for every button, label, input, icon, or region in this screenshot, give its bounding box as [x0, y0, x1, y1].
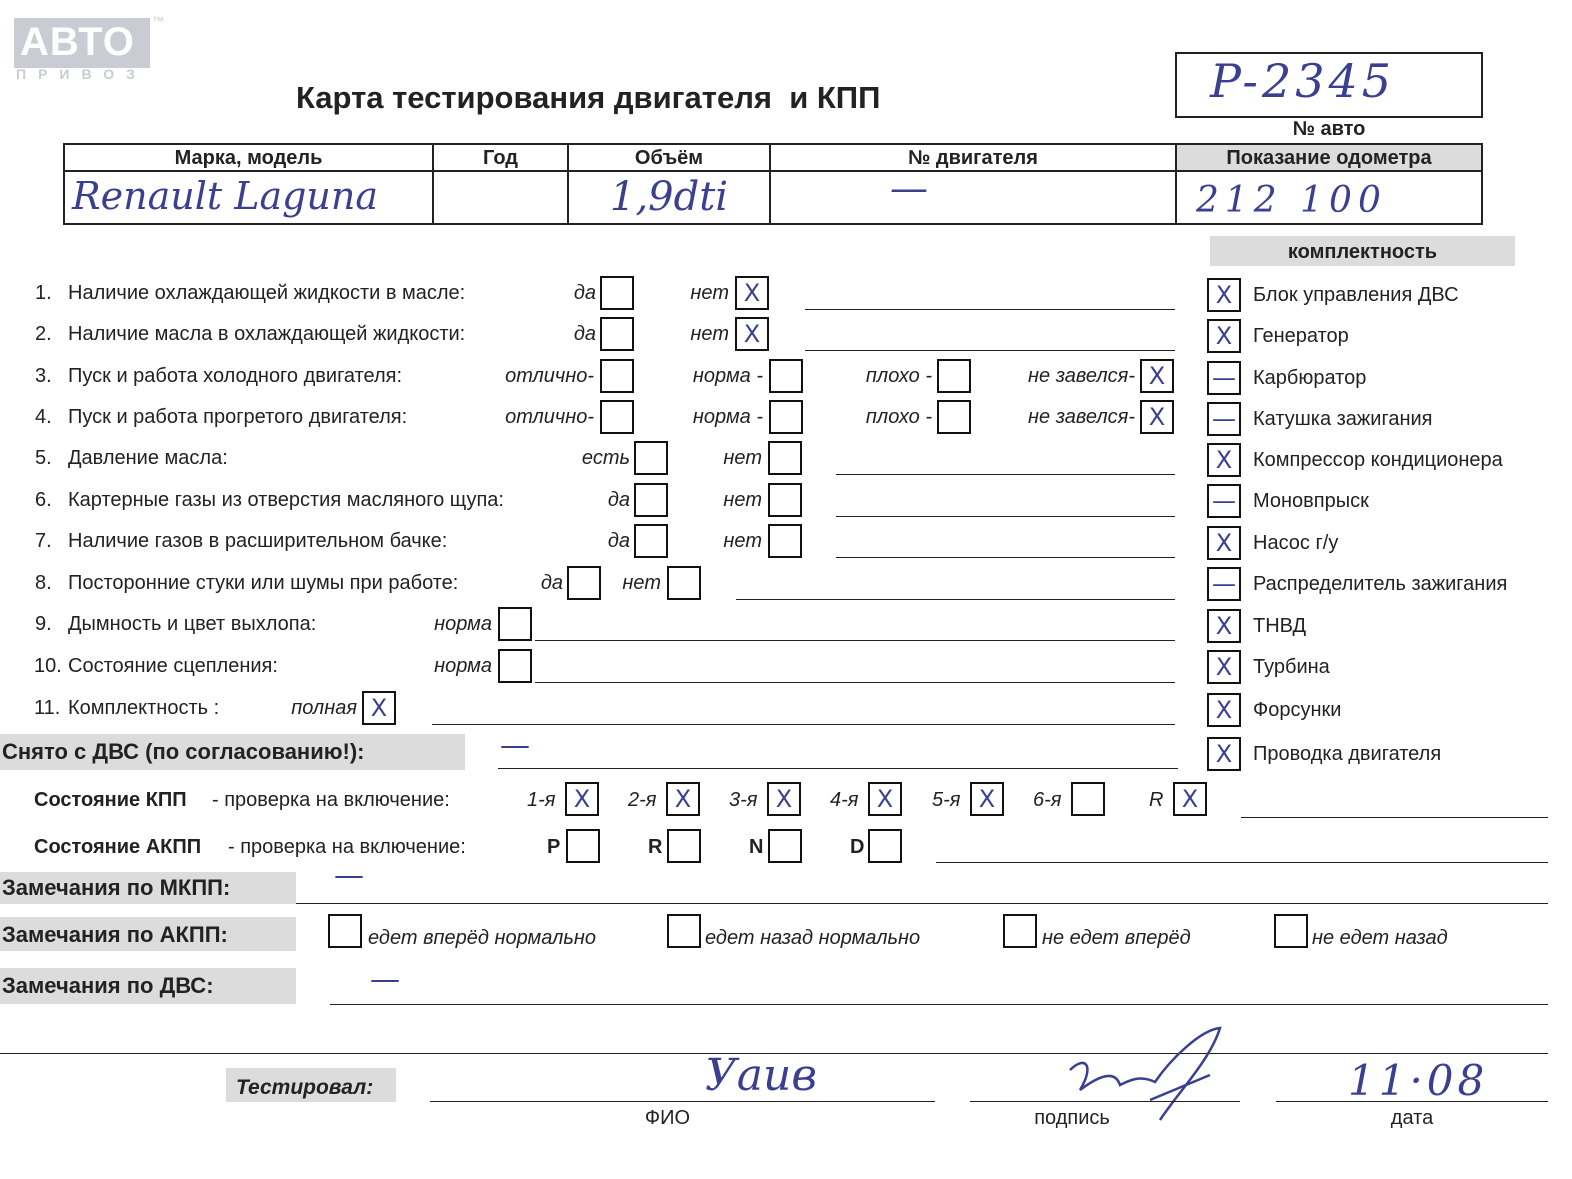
option-label: да	[607, 530, 630, 552]
option-label: отлично-	[505, 406, 594, 428]
kit-item: Компрессор кондиционера	[1253, 449, 1503, 471]
akpp-gear-label: D	[850, 836, 865, 858]
option-label: нет	[690, 323, 729, 345]
akpp-gear-label: P	[547, 836, 561, 858]
option-checkbox[interactable]	[1140, 400, 1174, 434]
akpp-remark-checkbox[interactable]	[667, 914, 701, 948]
sign-line	[970, 1101, 1240, 1102]
option-checkbox[interactable]	[600, 359, 634, 393]
removed-label: Снято с ДВС (по согласованию!):	[2, 739, 365, 764]
option-checkbox-mark: X	[743, 279, 761, 307]
kpp-gear-checkbox-mark: X	[876, 785, 894, 813]
kit-checkbox-mark: —	[1212, 405, 1236, 433]
kit-checkbox-mark: X	[1215, 740, 1233, 768]
option-label: норма	[434, 613, 492, 635]
item-number: 6.	[35, 489, 52, 511]
kit-checkbox-mark: X	[1215, 281, 1233, 309]
auto-number-label: № авто	[1292, 118, 1366, 140]
value-engine-no: —	[890, 166, 928, 210]
answer-line	[805, 350, 1175, 351]
kit-item: Блок управления ДВС	[1253, 284, 1459, 306]
option-checkbox[interactable]	[600, 400, 634, 434]
logo	[14, 18, 150, 68]
date-label: дата	[1390, 1107, 1434, 1129]
akpp-gear-checkbox[interactable]	[667, 829, 701, 863]
remarks-mkpp-label: Замечания по МКПП:	[2, 875, 231, 900]
akpp-remark-label: не едет назад	[1312, 927, 1448, 949]
option-label: да	[607, 489, 630, 511]
option-label: норма -	[692, 365, 763, 387]
item-text: Давление масла:	[68, 447, 228, 469]
kit-item: ТНВД	[1253, 615, 1307, 637]
item-text: Посторонние стуки или шумы при работе:	[68, 572, 459, 594]
header-divider	[63, 170, 1483, 172]
option-label: нет	[723, 489, 762, 511]
kit-checkbox[interactable]	[1207, 402, 1241, 436]
kit-checkbox[interactable]	[1207, 609, 1241, 643]
kit-checkbox[interactable]	[1207, 526, 1241, 560]
col-year: Год	[483, 147, 518, 169]
akpp-label-rest: - проверка на включение:	[228, 836, 466, 858]
option-checkbox[interactable]	[634, 524, 668, 558]
option-checkbox[interactable]	[600, 317, 634, 351]
option-label: полная	[291, 697, 357, 719]
logo-main: АВТО	[20, 20, 135, 64]
option-checkbox[interactable]	[667, 566, 701, 600]
option-checkbox[interactable]	[634, 483, 668, 517]
item-number: 4.	[35, 406, 52, 428]
option-checkbox[interactable]	[769, 400, 803, 434]
kpp-gear-checkbox[interactable]	[868, 782, 902, 816]
kpp-gear-label: 2-я	[628, 789, 657, 811]
date-line	[1276, 1101, 1548, 1102]
value-odometer: 212 100	[1196, 180, 1387, 221]
kpp-gear-label: 4-я	[830, 789, 859, 811]
kit-checkbox-mark: X	[1215, 322, 1233, 350]
remarks-dvs-line	[330, 1004, 1548, 1005]
fio-value: Уаив	[705, 1050, 817, 1101]
option-label: нет	[622, 572, 661, 594]
option-label: плохо -	[865, 365, 932, 387]
kit-checkbox-mark: —	[1212, 570, 1236, 598]
akpp-gear-label: N	[749, 836, 764, 858]
item-number: 7.	[35, 530, 52, 552]
option-label: нет	[690, 282, 729, 304]
option-label: нет	[723, 447, 762, 469]
option-label: не завелся-	[1028, 365, 1135, 387]
kit-item: Распределитель зажигания	[1253, 573, 1508, 595]
option-checkbox[interactable]	[735, 317, 769, 351]
remarks-mkpp-line	[296, 903, 1548, 904]
option-checkbox[interactable]	[600, 276, 634, 310]
item-text: Пуск и работа холодного двигателя:	[68, 365, 403, 387]
item-number: 10.	[34, 655, 62, 677]
kit-item: Форсунки	[1253, 699, 1342, 721]
removed-value: —	[500, 728, 530, 763]
fio-line	[430, 1101, 935, 1102]
kit-item: Турбина	[1253, 656, 1330, 678]
akpp-line	[936, 862, 1548, 863]
kit-title: комплектность	[1287, 241, 1438, 263]
option-checkbox-mark: X	[1148, 403, 1166, 431]
option-label: да	[573, 282, 596, 304]
tested-label: Тестировал:	[236, 1076, 374, 1099]
kpp-gear-label: 5-я	[932, 789, 961, 811]
kpp-gear-checkbox[interactable]	[666, 782, 700, 816]
option-checkbox[interactable]	[1140, 359, 1174, 393]
remarks-dvs-label: Замечания по ДВС:	[2, 973, 214, 998]
kit-checkbox[interactable]	[1207, 567, 1241, 601]
option-checkbox[interactable]	[768, 483, 802, 517]
option-label: не завелся-	[1028, 406, 1135, 428]
kit-checkbox[interactable]	[1207, 737, 1241, 771]
kit-checkbox-mark: X	[1215, 653, 1233, 681]
kpp-label-bold: Состояние КПП	[34, 789, 187, 811]
kit-checkbox-mark: X	[1215, 612, 1233, 640]
remarks-dvs-value: —	[370, 962, 400, 997]
kit-item: Моновпрыск	[1253, 490, 1369, 512]
option-checkbox-mark: X	[1148, 362, 1166, 390]
option-label: плохо -	[865, 406, 932, 428]
option-label: есть	[581, 447, 630, 469]
remarks-akpp-label: Замечания по АКПП:	[2, 922, 228, 947]
kpp-gear-label: R	[1149, 789, 1164, 811]
kit-checkbox[interactable]	[1207, 443, 1241, 477]
option-checkbox[interactable]	[769, 359, 803, 393]
kit-item: Карбюратор	[1253, 367, 1367, 389]
option-checkbox[interactable]	[567, 566, 601, 600]
item-number: 3.	[35, 365, 52, 387]
answer-line	[836, 474, 1175, 475]
kit-item: Катушка зажигания	[1253, 408, 1433, 430]
item-number: 2.	[35, 323, 52, 345]
akpp-gear-checkbox[interactable]	[868, 829, 902, 863]
option-label: норма -	[692, 406, 763, 428]
kpp-gear-checkbox[interactable]	[565, 782, 599, 816]
date-value: 11·08	[1348, 1056, 1489, 1105]
sign-label: подпись	[1034, 1107, 1110, 1129]
remarks-mkpp-value: —	[334, 858, 364, 893]
option-checkbox-mark: X	[370, 694, 388, 722]
item-text: Картерные газы из отверстия масляного щупа:	[68, 489, 504, 511]
value-make-model: Renault Laguna	[72, 174, 379, 218]
kpp-gear-checkbox[interactable]	[767, 782, 801, 816]
logo-sub: ПРИВОЗ	[16, 66, 147, 82]
option-checkbox[interactable]	[362, 691, 396, 725]
akpp-gear-label: R	[648, 836, 663, 858]
answer-line	[535, 640, 1175, 641]
removed-line	[498, 768, 1178, 769]
option-checkbox[interactable]	[768, 441, 802, 475]
kpp-line	[1241, 817, 1548, 818]
option-checkbox[interactable]	[937, 359, 971, 393]
option-checkbox[interactable]	[768, 524, 802, 558]
akpp-label-bold: Состояние АКПП	[34, 836, 202, 858]
kit-checkbox-mark: X	[1215, 529, 1233, 557]
kit-checkbox[interactable]	[1207, 319, 1241, 353]
answer-line	[736, 599, 1175, 600]
akpp-gear-checkbox[interactable]	[768, 829, 802, 863]
kit-checkbox-mark: —	[1212, 364, 1236, 392]
option-checkbox[interactable]	[498, 649, 532, 683]
akpp-remark-checkbox[interactable]	[1003, 914, 1037, 948]
answer-line	[836, 557, 1175, 558]
logo-tm: ™	[152, 14, 164, 28]
kpp-gear-checkbox-mark: X	[674, 785, 692, 813]
kpp-gear-label: 1-я	[527, 789, 556, 811]
akpp-remark-label: не едет вперёд	[1042, 927, 1191, 949]
kpp-gear-label: 3-я	[729, 789, 758, 811]
option-checkbox[interactable]	[937, 400, 971, 434]
page-title: Карта тестирования двигателя и КПП	[296, 80, 881, 115]
option-checkbox[interactable]	[498, 607, 532, 641]
kit-checkbox[interactable]	[1207, 484, 1241, 518]
option-checkbox-mark: X	[743, 320, 761, 348]
kpp-gear-checkbox-mark: X	[978, 785, 996, 813]
item-number: 9.	[35, 613, 52, 635]
auto-number-value: P-2345	[1210, 54, 1396, 108]
answer-line	[805, 309, 1175, 310]
option-label: да	[573, 323, 596, 345]
item-text: Наличие охлаждающей жидкости в масле:	[68, 282, 466, 304]
kit-checkbox-mark: X	[1215, 446, 1233, 474]
kpp-gear-checkbox[interactable]	[1071, 782, 1105, 816]
item-number: 8.	[35, 572, 52, 594]
answer-line	[836, 516, 1175, 517]
item-text: Состояние сцепления:	[68, 655, 278, 677]
kpp-gear-checkbox-mark: X	[775, 785, 793, 813]
akpp-remark-checkbox[interactable]	[1274, 914, 1308, 948]
item-number: 11.	[34, 697, 61, 719]
akpp-remark-label: едет назад нормально	[705, 927, 921, 949]
kpp-gear-checkbox[interactable]	[970, 782, 1004, 816]
item-number: 1.	[35, 282, 52, 304]
kit-checkbox[interactable]	[1207, 278, 1241, 312]
kit-checkbox[interactable]	[1207, 650, 1241, 684]
akpp-gear-checkbox[interactable]	[566, 829, 600, 863]
option-label: норма	[434, 655, 492, 677]
kit-item: Насос г/у	[1253, 532, 1339, 554]
kit-checkbox[interactable]	[1207, 693, 1241, 727]
item-text: Дымность и цвет выхлопа:	[68, 613, 317, 635]
kpp-label-rest: - проверка на включение:	[212, 789, 450, 811]
kit-item: Генератор	[1253, 325, 1349, 347]
kit-item: Проводка двигателя	[1253, 743, 1442, 765]
akpp-remark-label: едет вперёд нормально	[368, 927, 597, 949]
fio-label: ФИО	[644, 1107, 691, 1129]
kpp-gear-label: 6-я	[1033, 789, 1062, 811]
item-number: 5.	[35, 447, 52, 469]
value-volume: 1,9dti	[610, 174, 729, 220]
item-text: Комплектность :	[68, 697, 220, 719]
item-text: Наличие масла в охлаждающей жидкости:	[68, 323, 466, 345]
kpp-gear-checkbox-mark: X	[1181, 785, 1199, 813]
option-label: да	[540, 572, 563, 594]
kpp-gear-checkbox[interactable]	[1173, 782, 1207, 816]
col-volume: Объём	[634, 147, 704, 169]
col-odometer: Показание одометра	[1226, 147, 1432, 169]
kpp-gear-checkbox-mark: X	[573, 785, 591, 813]
option-label: нет	[723, 530, 762, 552]
answer-line	[432, 724, 1175, 725]
item-text: Пуск и работа прогретого двигателя:	[68, 406, 408, 428]
item-text: Наличие газов в расширительном бачке:	[68, 530, 448, 552]
answer-line	[535, 682, 1175, 683]
option-label: отлично-	[505, 365, 594, 387]
col-make-model: Марка, модель	[174, 147, 323, 169]
kit-checkbox-mark: —	[1212, 487, 1236, 515]
kit-checkbox[interactable]	[1207, 361, 1241, 395]
akpp-remark-checkbox[interactable]	[328, 914, 362, 948]
option-checkbox[interactable]	[735, 276, 769, 310]
option-checkbox[interactable]	[634, 441, 668, 475]
col-engine-no: № двигателя	[908, 147, 1038, 169]
kit-checkbox-mark: X	[1215, 696, 1233, 724]
